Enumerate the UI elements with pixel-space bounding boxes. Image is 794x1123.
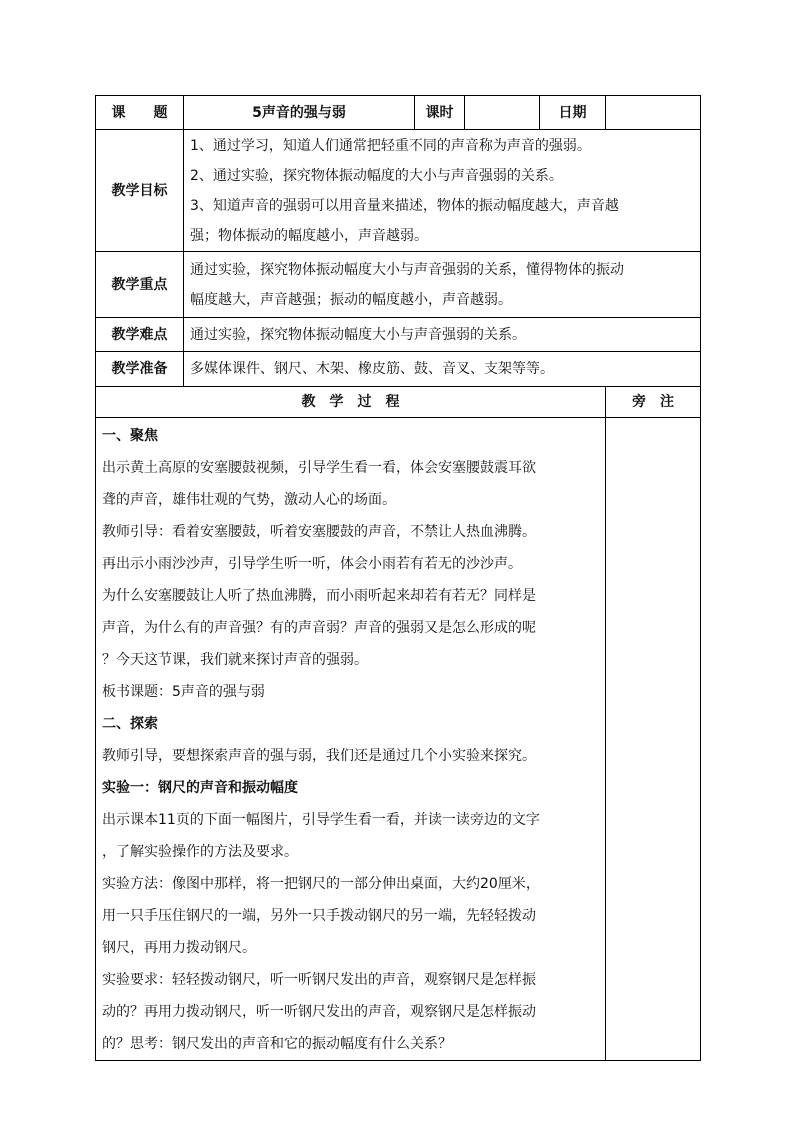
objective-line: 3、知道声音的强弱可以用音量来描述，物体的振动幅度越大，声音越 [190,197,619,214]
date-value [606,96,701,130]
process-line: 为什么安塞腰鼓让人听了热血沸腾，而小雨听起来却若有若无？同样是 [102,588,536,604]
process-line: 用一只手压住钢尺的一端，另外一只手拨动钢尺的另一端，先轻轻拨动 [102,908,536,924]
process-line: 实验要求：轻轻拨动钢尺，听一听钢尺发出的声音，观察钢尺是怎样振 [102,972,536,988]
process-line: 的？思考：钢尺发出的声音和它的振动幅度有什么关系？ [102,1036,452,1052]
process-title: 教 学 过 程 [96,387,606,418]
objective-line: 2、通过实验，探究物体振动幅度的大小与声音强弱的关系。 [190,167,563,184]
process-line: ？今天这节课，我们就来探讨声音的强弱。 [102,652,368,668]
objective-line: 强；物体振动的幅度越小，声音越弱。 [190,227,428,244]
process-line: 钢尺，再用力拨动钢尺。 [102,940,256,956]
process-row [96,418,701,1061]
header-row [96,96,701,130]
side-notes-title: 旁 注 [606,387,701,418]
process-line: 板书课题：5声音的强与弱 [102,684,265,700]
preparation-content: 多媒体课件、钢尺、木架、橡皮筋、鼓、音叉、支架等等。 [184,352,701,387]
difficulties-row [96,318,701,352]
section-heading: 二、探索 [102,716,158,732]
preparation-row [96,352,701,387]
topic-value: 5声音的强与弱 [184,96,415,130]
key-points-label: 教学重点 [96,252,184,318]
objectives-row [96,130,701,252]
process-line: 出示课本11页的下面一幅图片，引导学生看一看，并读一读旁边的文字 [102,812,540,828]
process-line: 声音，为什么有的声音强？有的声音弱？声音的强弱又是怎么形成的呢 [102,620,536,636]
date-label: 日期 [540,96,606,130]
process-line: 教师引导：看着安塞腰鼓，听着安塞腰鼓的声音，不禁让人热血沸腾。 [102,524,536,540]
process-line: 聋的声音，雄伟壮观的气势，激动人心的场面。 [102,492,396,508]
side-notes-cell [606,418,701,1061]
process-line: 教师引导，要想探索声音的强与弱，我们还是通过几个小实验来探究。 [102,748,536,764]
key-points-content [184,252,701,318]
objectives-content [184,130,701,252]
process-line: 实验方法：像图中那样，将一把钢尺的一部分伸出桌面，大约20厘米， [102,876,540,892]
lesson-plan-table [95,95,701,1061]
topic-label: 课 题 [96,96,184,130]
difficulties-content: 通过实验，探究物体振动幅度大小与声音强弱的关系。 [184,318,701,352]
process-line: ，了解实验操作的方法及要求。 [102,844,298,860]
period-value [465,96,540,130]
key-point-line: 幅度越大，声音越强；振动的幅度越小，声音越弱。 [190,291,512,308]
difficulties-label: 教学难点 [96,318,184,352]
process-content [96,418,606,1061]
objective-line: 1、通过学习，知道人们通常把轻重不同的声音称为声音的强弱。 [190,137,591,154]
process-header-row [96,387,701,418]
section-heading: 实验一：钢尺的声音和振动幅度 [102,780,298,796]
process-line: 再出示小雨沙沙声，引导学生听一听，体会小雨若有若无的沙沙声。 [102,556,522,572]
period-label: 课时 [415,96,465,130]
objectives-label: 教学目标 [96,130,184,252]
section-heading: 一、聚焦 [102,428,158,444]
key-points-row [96,252,701,318]
process-line: 出示黄土高原的安塞腰鼓视频，引导学生看一看，体会安塞腰鼓震耳欲 [102,460,536,476]
process-line: 动的？再用力拨动钢尺，听一听钢尺发出的声音，观察钢尺是怎样振动 [102,1004,536,1020]
preparation-label: 教学准备 [96,352,184,387]
key-point-line: 通过实验，探究物体振动幅度大小与声音强弱的关系，懂得物体的振动 [190,261,624,278]
